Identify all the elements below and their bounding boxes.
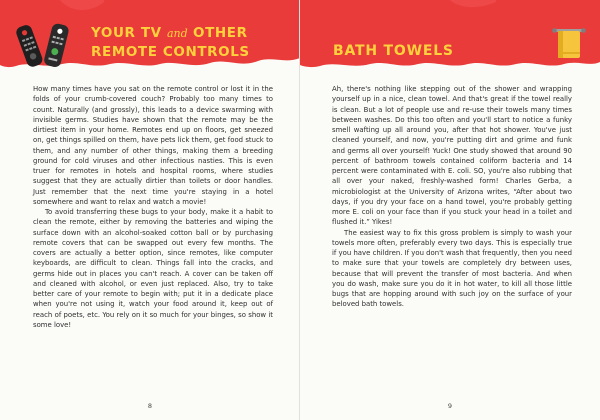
right-page-title: BATH TOWELS — [333, 43, 454, 59]
right-body-text — [332, 84, 572, 310]
paragraph: How many times have you sat on the remote control or lost it in the folds of your crumb-covered couch? Probably too many times to count. Naturally (and grossly), this leads to a device swarming with invisible germs. Studies have shown that the remote may be the dirtiest item in your home. Remotes end up on floors, get sneezed on, get things spilled on them, have pets lick them, get food stuck to them, and any number of other things, making them a breeding ground for cold viruses and other infectious nasties. This is even truer for remotes in hotels and hospital rooms, where studies suggest that they are actually dirtier than toilets or door handles. Just remember that the next time you're staying in a hotel somewhere and want to relax and watch a movie! — [33, 85, 273, 206]
title-ampersand-word: and — [167, 27, 188, 40]
paragraph: To avoid transferring these bugs to your body, make it a habit to clean the remote, either by removing the batteries and wiping the surface down with an alcohol-soaked cotton ball or by purchasing remote covers that can be swapped out every few months. The covers are actually a better option, since remotes, like computer keyboards, are difficult to clean. Things fall into the cracks, and germs hide out in places you can't reach. A cover can be taken off and cleaned with alcohol, or even just replaced. Also, try to take better care of your remote to begin with; put it in a dedicate place when you're not using it, watch your food around it, keep out of reach of poets, etc. You rely on it so much for your binges, so show it some love! — [33, 208, 273, 329]
page-number: 9 — [447, 402, 453, 410]
paragraph: The easiest way to fix this gross problem is simply to wash your towels more often, preferably every two days. This is especially true if you have children. If you don't wash that frequently, then you need to make sure that your towels are completely dry between uses, because that will prevent the transfer of most bacteria. And when you do wash, make sure you do it in hot water, to kill all those little bugs that are hopping around with such joy on the surface of your beloved bath towels. — [332, 228, 572, 309]
left-page-title — [91, 24, 296, 61]
tv-remotes-icon — [13, 21, 75, 73]
title-part-a: YOUR TV — [91, 25, 162, 41]
title-part-b: OTHER — [193, 25, 248, 41]
page-number: 8 — [147, 402, 153, 410]
towel-rack-icon — [552, 26, 586, 64]
left-body-text — [33, 84, 273, 330]
title-line-2: REMOTE CONTROLS — [91, 44, 250, 60]
right-page — [300, 0, 600, 420]
paragraph: Ah, there's nothing like stepping out of the shower and wrapping yourself up in a nice, clean towel. And that's great if the towel really is clean. But a lot of people use and re-use their towels many times between washes. Do this too often and you'll start to notice a funky smell wafting up all around you, after that hot shower. You've just cleaned yourself, and now, you're putting dirt and grime and funk and germs all over yourself! Yuck! One study showed that around 90 percent of bathroom towels contained coliform bacteria and 14 percent were contaminated with E. coli. SO, you're also rubbing that all over your naked, freshly-washed form! Charles Gerba, a microbiologist at the University of Arizona writes, “After about two days, if you dry your face on a hand towel, you're probably getting more E. coli on your face than if you stuck your head in a toilet and flushed it.” Yikes! — [332, 85, 572, 227]
